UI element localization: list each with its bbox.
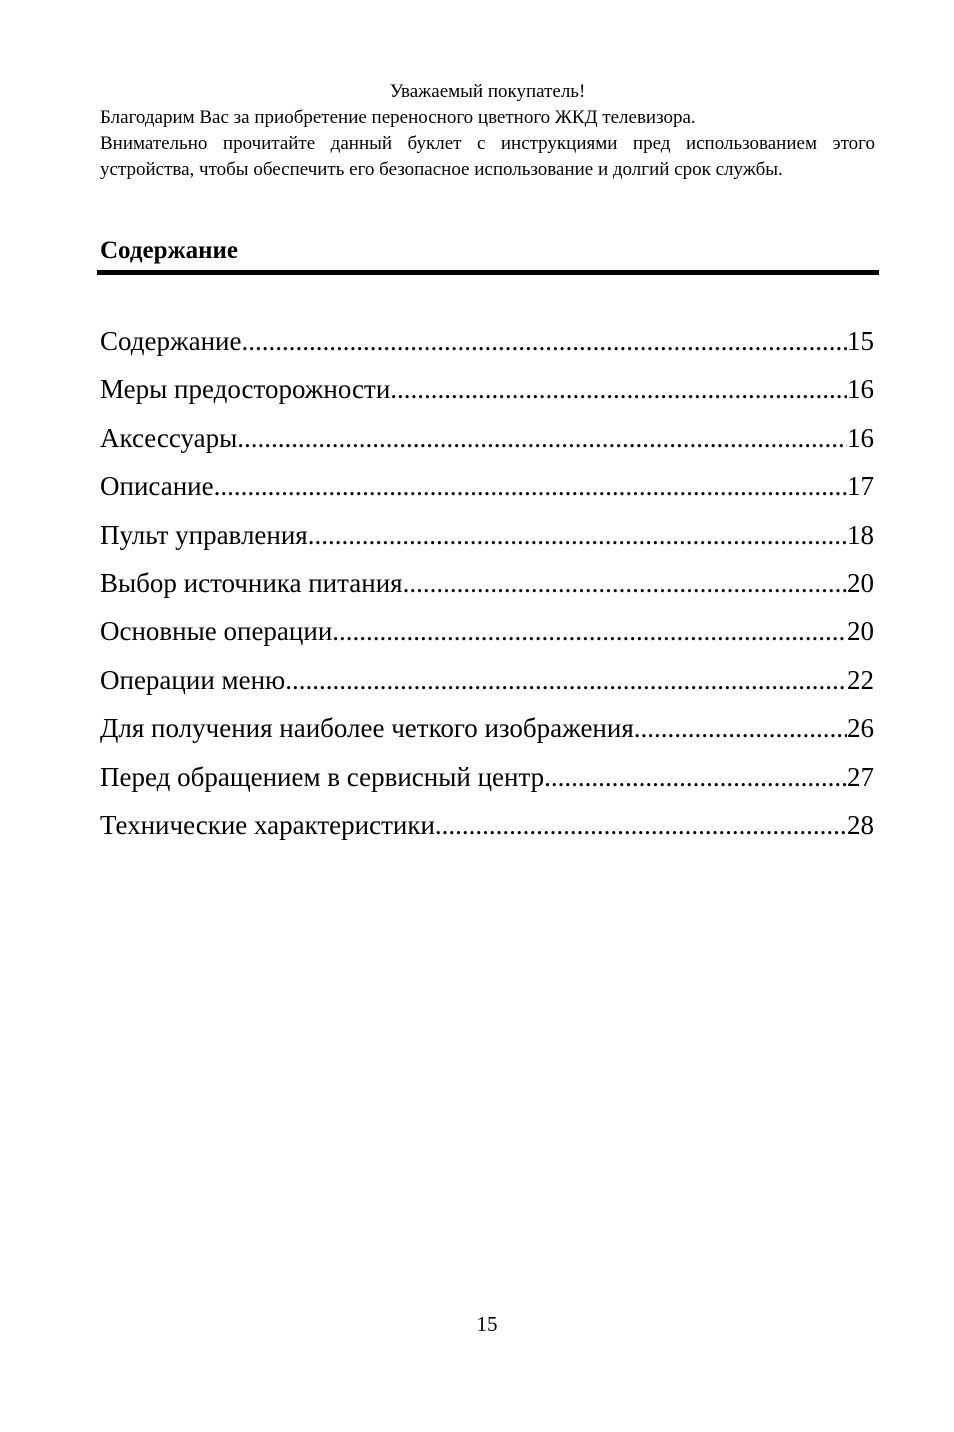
toc-item-menu-operations[interactable]: [100, 660, 874, 708]
toc-heading: Содержание: [100, 237, 239, 264]
toc-dot-leader: [435, 805, 847, 845]
toc-item-page: 16: [847, 422, 874, 453]
toc-item-page: 26: [847, 713, 874, 744]
thanks-text: Благодарим Вас за приобретение переносного цветного ЖКД телевизора.: [100, 107, 696, 128]
toc-dot-leader: [237, 418, 847, 458]
toc-item-contents[interactable]: [100, 321, 874, 369]
toc-item-title: Основные операции: [100, 616, 333, 647]
toc-item-best-picture[interactable]: [100, 708, 874, 756]
toc-item-title: Выбор источника питания: [100, 567, 403, 598]
toc-item-specifications[interactable]: [100, 805, 874, 853]
toc-item-page: 17: [847, 471, 874, 502]
toc-item-title: Операции меню: [100, 664, 286, 695]
toc-item-title: Меры предосторожности: [100, 374, 391, 405]
page-number: 15: [476, 1312, 498, 1336]
toc-item-page: 22: [847, 664, 874, 695]
toc-dot-leader: [403, 563, 847, 603]
toc-item-page: 27: [847, 761, 874, 792]
intro-section: [100, 79, 875, 183]
greeting: Уважаемый покупатель!: [389, 81, 586, 102]
toc-item-title: Для получения наиболее четкого изображения: [100, 713, 634, 744]
toc-item-title: Описание: [100, 471, 214, 502]
toc-dot-leader: [634, 708, 847, 748]
toc-dot-leader: [332, 611, 847, 651]
toc-dot-leader: [285, 660, 847, 700]
toc-dot-leader: [214, 466, 847, 506]
toc-item-precautions[interactable]: [100, 369, 874, 417]
heading-rule: [97, 270, 879, 275]
toc-item-title: Перед обращением в сервисный центр.: [100, 761, 551, 792]
toc-dot-leader: [308, 515, 847, 555]
toc-item-remote-control[interactable]: [100, 515, 874, 563]
toc-item-page: 20: [847, 616, 874, 647]
toc-item-title: Пульт управления: [100, 519, 308, 550]
toc-item-title: Аксессуары: [100, 422, 238, 453]
toc-item-power-source[interactable]: [100, 563, 874, 611]
toc-item-title: Содержание: [100, 326, 242, 356]
toc-item-title: Технические характеристики: [100, 809, 435, 840]
toc-item-accessories[interactable]: [100, 418, 874, 466]
toc-item-page: 20: [847, 567, 874, 598]
toc-dot-leader: [241, 321, 847, 361]
toc-item-basic-operations[interactable]: [100, 611, 874, 659]
toc-item-service-center[interactable]: [100, 757, 874, 805]
toc-item-page: 16: [847, 374, 874, 405]
toc-item-page: 28: [847, 809, 874, 840]
toc-item-page: 18: [847, 519, 874, 550]
toc-dot-leader: [551, 757, 847, 797]
toc-item-page: 15: [847, 326, 874, 356]
toc-dot-leader: [390, 369, 847, 409]
toc-item-description[interactable]: [100, 466, 874, 514]
table-of-contents: [100, 321, 874, 853]
advice-text: Внимательно прочитайте данный буклет с инструкциями пред использованием этого устройства, чтобы обеспечить его безопасное использование и долгий срок службы.: [100, 133, 875, 180]
